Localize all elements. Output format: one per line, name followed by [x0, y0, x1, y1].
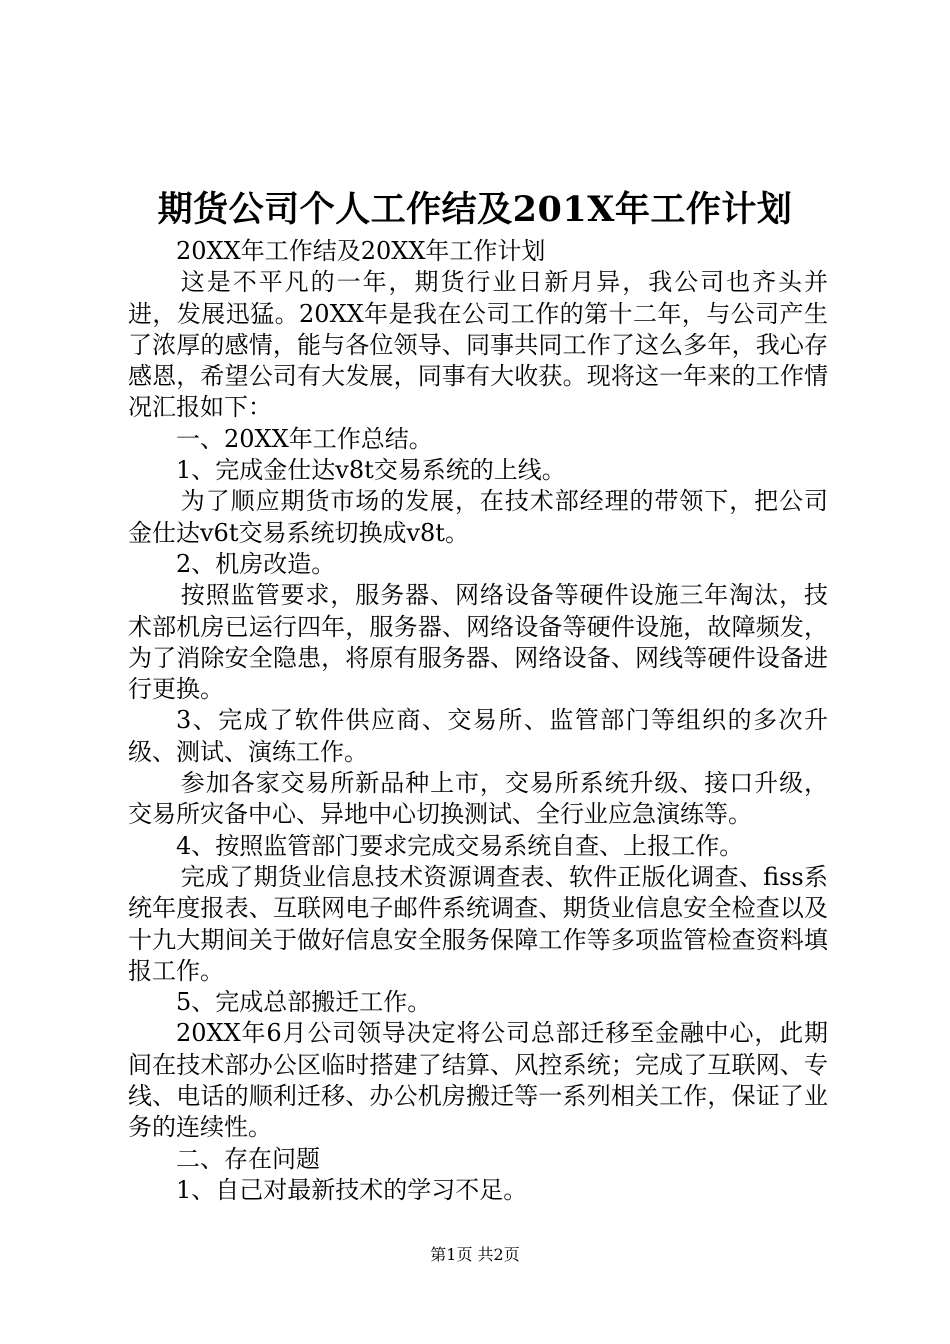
- item-heading-4: 4、按照监管部门要求完成交易系统自查、上报工作。: [176, 831, 744, 860]
- document-body: [128, 236, 828, 1206]
- item-heading-5: 5、完成总部搬迁工作。: [176, 988, 432, 1017]
- section-heading-summary: 一、20XX年工作总结。: [176, 424, 433, 453]
- item-body-3: 参加各家交易所新品种上市，交易所系统升级、接口升级，交易所灾备中心、异地中心切换测试、全行业应急演练等。: [128, 769, 828, 829]
- document-title: 期货公司个人工作结及201X年工作计划: [157, 189, 793, 230]
- paragraph-intro: 这是不平凡的一年，期货行业日新月异，我公司也齐头并进，发展迅猛。20XX年是我在公司工作的第十二年，与公司产生了浓厚的感情，能与各位领导、同事共同工作了这么多年，我心存感恩，希望公司有大发展，同事有大收获。现将这一年来的工作情况汇报如下：: [128, 268, 828, 422]
- item-body-2: 按照监管要求，服务器、网络设备等硬件设施三年淘汰，技术部机房已运行四年，服务器、网络设备等硬件设施，故障频发，为了消除安全隐患，将原有服务器、网络设备、网线等硬件设备进行更换。: [128, 581, 828, 704]
- item-heading-3: 3、完成了软件供应商、交易所、监管部门等组织的多次升级、测试、演练工作。: [128, 706, 828, 766]
- item-heading-1: 1、完成金仕达v8t交易系统的上线。: [176, 456, 566, 485]
- item-body-4: 完成了期货业信息技术资源调查表、软件正版化调查、fiss系统年度报表、互联网电子邮件系统调查、期货业信息安全检查以及十九大期间关于做好信息安全服务保障工作等多项监管检查资料填报工作。: [128, 862, 828, 985]
- section-heading-problems: 二、存在问题: [176, 1144, 320, 1173]
- item-heading-2: 2、机房改造。: [176, 549, 336, 578]
- page-footer: 第1页 共2页: [430, 1245, 520, 1264]
- problem-item-1: 1、自己对最新技术的学习不足。: [176, 1175, 528, 1204]
- paragraph-subtitle: 20XX年工作结及20XX年工作计划: [176, 237, 546, 265]
- item-body-5: 20XX年6月公司领导决定将公司总部迁移至金融中心，此期间在技术部办公区临时搭建了结算、风控系统；完成了互联网、专线、电话的顺利迁移、办公机房搬迁等一系列相关工作，保证了业务的连续性。: [128, 1019, 828, 1142]
- item-body-1: 为了顺应期货市场的发展，在技术部经理的带领下，把公司金仕达v6t交易系统切换成v8t。: [128, 487, 828, 547]
